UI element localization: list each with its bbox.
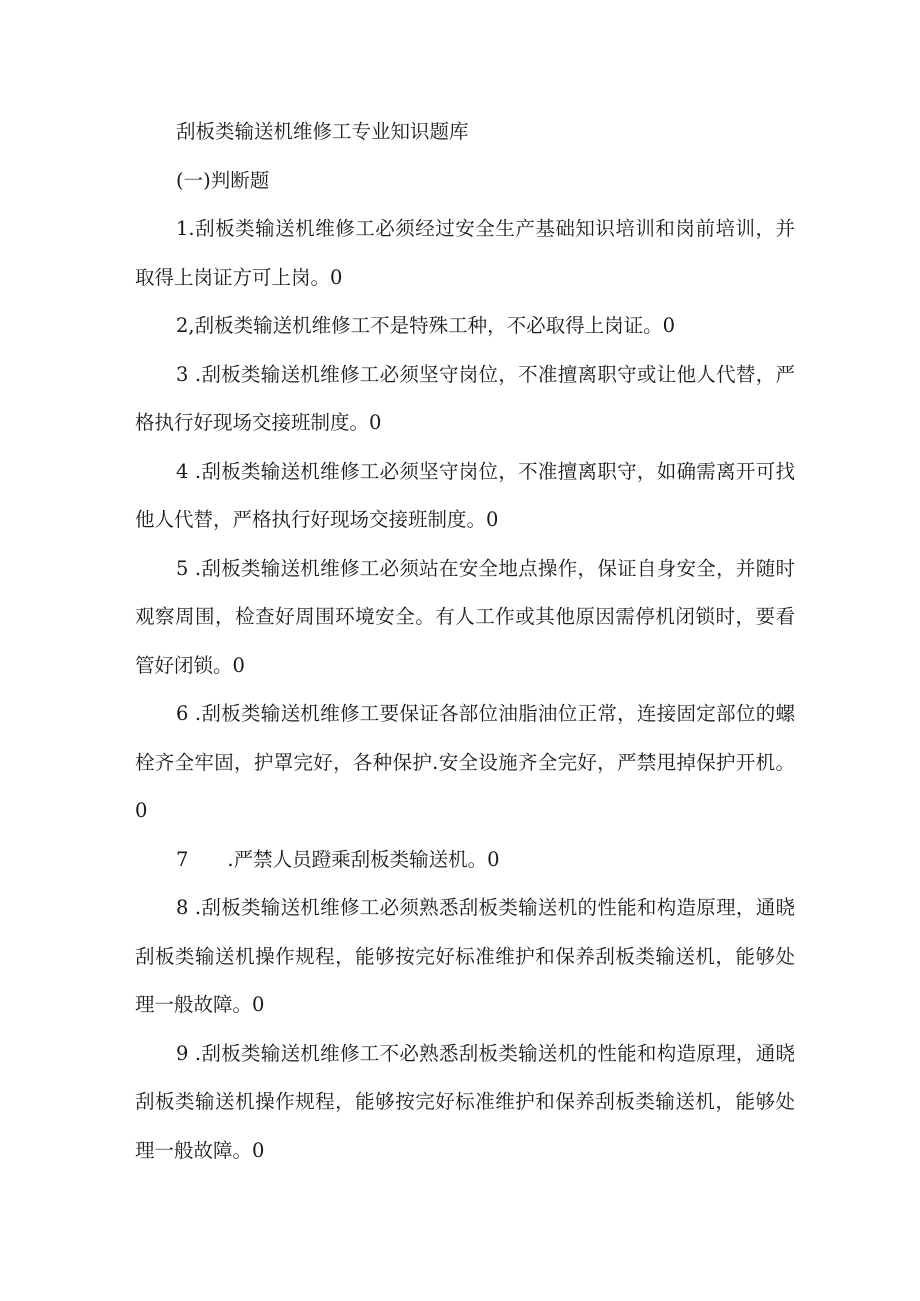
question-item-6: 6 .刮板类输送机维修工要保证各部位油脂油位正常，连接固定部位的螺栓齐全牢固，护罩完好，各种保护.安全设施齐全完好，严禁甩掉保护开机。0	[135, 702, 795, 822]
section-heading: (一)判断题	[176, 168, 270, 192]
question-item-1: 1.刮板类输送机维修工必须经过安全生产基础知识培训和岗前培训，并取得上岗证方可上岗。0	[135, 217, 795, 289]
question-item-5: 5 .刮板类输送机维修工必须站在安全地点操作，保证自身安全，并随时观察周围，检查好周围环境安全。有人工作或其他原因需停机闭锁时，要看管好闭锁。0	[135, 556, 795, 677]
question-item-4: 4 .刮板类输送机维修工必须坚守岗位，不准擅离职守，如确需离开可找他人代替，严格执行好现场交接班制度。0	[135, 459, 795, 531]
question-item-7: 7 .严禁人员蹬乘刮板类输送机。0	[176, 847, 500, 871]
question-item-2: 2,刮板类输送机维修工不是特殊工种，不必取得上岗证。0	[176, 314, 676, 337]
document-body	[135, 108, 795, 1175]
question-item-3: 3 .刮板类输送机维修工必须坚守岗位，不准擅离职守或让他人代替，严格执行好现场交接班制度。0	[135, 362, 795, 434]
question-item-9: 9 .刮板类输送机维修工不必熟悉刮板类输送机的性能和构造原理，通晓刮板类输送机操作规程，能够按完好标准维护和保养刮板类输送机，能够处理一般故障。0	[135, 1041, 795, 1162]
question-item-8: 8 .刮板类输送机维修工必须熟悉刮板类输送机的性能和构造原理，通晓刮板类输送机操作规程，能够按完好标准维护和保养刮板类输送机，能够处理一般故障。0	[135, 896, 795, 1016]
document-title: 刮板类输送机维修工专业知识题库	[176, 120, 469, 143]
